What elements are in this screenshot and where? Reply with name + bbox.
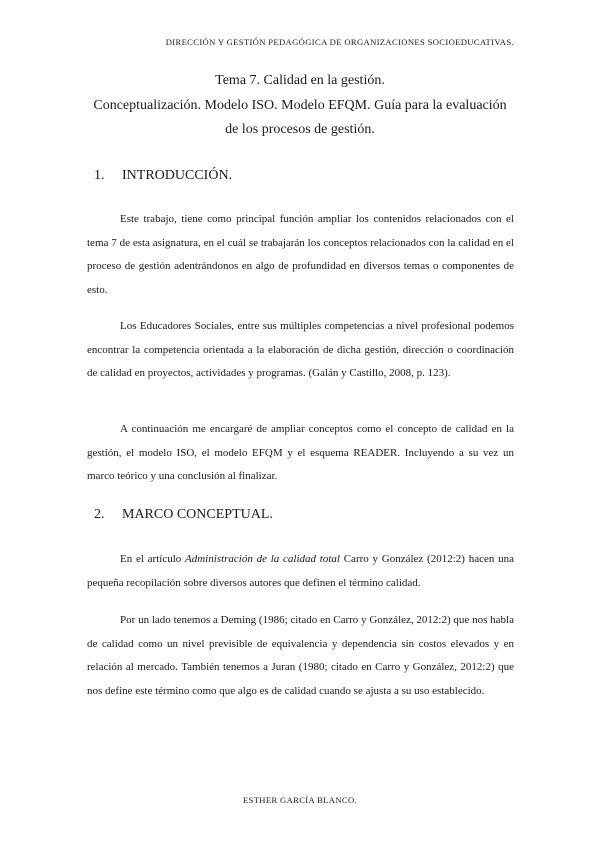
section-title: MARCO CONCEPTUAL. bbox=[122, 507, 273, 522]
paragraph-text: Carro y González (2012:2) hacen una pequeña recopilación sobre diversos autores que definen el término calidad. bbox=[87, 553, 514, 589]
document-title-line-3: de los procesos de gestión. bbox=[225, 122, 375, 137]
section-heading-introduccion bbox=[94, 168, 232, 184]
document-title-line-2: Conceptualización. Modelo ISO. Modelo EFQM. Guía para la evaluación bbox=[93, 98, 507, 113]
document-title-line-1: Tema 7. Calidad en la gestión. bbox=[215, 73, 385, 88]
paragraph-intro-1: Este trabajo, tiene como principal función ampliar los contenidos relacionados con el tema 7 de esta asignatura, en el cuál se trabajarán los conceptos relacionados con la calidad en el proceso de gestión adentrándonos en algo de profundidad en diversos temas o componentes de esto. bbox=[87, 213, 514, 296]
paragraph-text: En el artículo bbox=[120, 553, 186, 565]
section-heading-marco-conceptual bbox=[94, 507, 273, 523]
article-title-italic: Administración de la calidad total bbox=[185, 553, 340, 565]
paragraph-intro-2: Los Educadores Sociales, entre sus múltiples competencias a nivel profesional podemos encontrar la competencia orientada a la elaboración de dicha gestión, dirección o coordinación de calidad en proyectos, actividades y programas. (Galán y Castillo, 2008, p. 123). bbox=[87, 320, 514, 380]
section-number: 1. bbox=[94, 168, 105, 183]
running-footer-author: ESTHER GARCÍA BLANCO. bbox=[242, 795, 358, 805]
paragraph-marco-1 bbox=[87, 548, 514, 595]
section-number: 2. bbox=[94, 507, 105, 522]
paragraph-marco-2: Por un lado tenemos a Deming (1986; citado en Carro y González, 2012:2) que nos habla de calidad como un nivel previsible de equivalencia y dependencia sin costos elevados y en relación al mercado. También tenemos a Juran (1980; citado en Carro y González, 2012:2) que nos define este término como que algo es de calidad cuando se ajusta a su uso establecido. bbox=[87, 614, 514, 697]
paragraph-intro-3: A continuación me encargaré de ampliar conceptos como el concepto de calidad en la gestión, el modelo ISO, el modelo EFQM y el esquema READER. Incluyendo a su vez un marco teórico y una conclusión al finalizar. bbox=[87, 423, 514, 483]
section-title: INTRODUCCIÓN. bbox=[122, 168, 233, 183]
running-header: DIRECCIÓN Y GESTIÓN PEDAGÓGICA DE ORGANIZACIONES SOCIOEDUCATIVAS. bbox=[165, 37, 514, 47]
